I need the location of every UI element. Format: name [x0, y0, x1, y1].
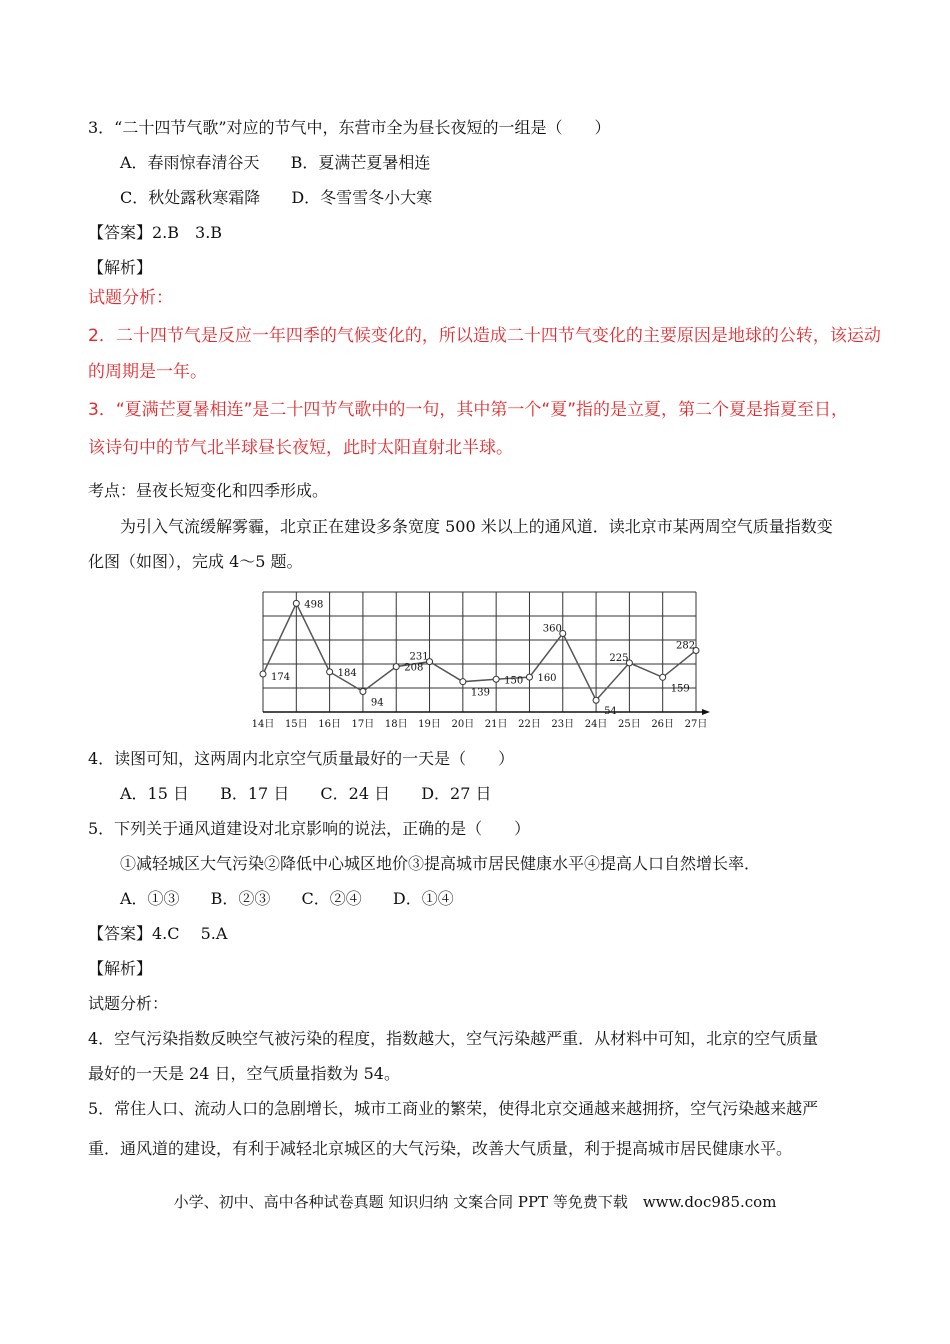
- x-tick-label: 17日: [351, 719, 375, 730]
- data-label: 231: [409, 651, 429, 663]
- analysis-2-line1: 2．二十四节气是反应一年四季的气候变化的，所以造成二十四节气变化的主要原因是地球的公转，该运动: [88, 326, 881, 346]
- intro-line2: 化图（如图），完成 4～5 题。: [88, 552, 303, 571]
- data-point: [293, 600, 299, 606]
- q3-option-d: D．冬雪雪冬小大寒: [291, 188, 433, 207]
- analysis-5-line2: 重．通风道的建设，有利于减轻北京城区的大气污染，改善大气质量，利于提高城市居民健康水平。: [88, 1139, 793, 1158]
- analysis-sub-2: 试题分析：: [88, 994, 169, 1013]
- analysis-5-line1: 5．常住人口、流动人口的急剧增长，城市工商业的繁荣，使得北京交通越来越拥挤，空气污染越来越严: [88, 1099, 819, 1118]
- q5-option-b: B．②③: [210, 889, 271, 908]
- q5-option-d: D．①④: [392, 889, 454, 908]
- data-point: [526, 674, 532, 680]
- data-point: [660, 674, 666, 680]
- q4-stem: 4．读图可知，这两周内北京空气质量最好的一天是（ ）: [88, 749, 515, 768]
- q3-option-a: A．春雨惊春清谷天: [120, 153, 260, 172]
- q5-statements: ①减轻城区大气污染②降低中心城区地价③提高城市居民健康水平④提高人口自然增长率．: [120, 854, 761, 873]
- analysis-3-line1: 3．“夏满芒夏暑相连”是二十四节气歌中的一句，其中第一个“夏”指的是立夏，第二个夏是指夏至日，: [88, 400, 849, 420]
- data-label: 94: [370, 697, 384, 709]
- data-label: 160: [537, 673, 557, 685]
- analysis-3-line2: 该诗句中的节气北半球昼长夜短，此时太阳直射北半球。: [88, 438, 513, 458]
- q3-options-row2: [120, 187, 432, 209]
- data-point: [327, 669, 333, 675]
- x-tick-label: 20日: [451, 719, 475, 730]
- data-label: 498: [304, 599, 324, 611]
- analysis-4-line1: 4．空气污染指数反映空气被污染的程度，指数越大，空气污染越严重．从材料中可知，北京的空气质量: [88, 1029, 819, 1048]
- data-label: 139: [470, 687, 490, 699]
- x-tick-label: 24日: [584, 719, 608, 730]
- x-tick-label: 23日: [551, 719, 575, 730]
- data-label: 159: [670, 683, 690, 695]
- analysis-2-line2: 的周期是一年。: [88, 362, 207, 382]
- analysis-title-1: 【解析】: [88, 258, 153, 277]
- answer-4-5: 【答案】4.C 5.A: [88, 924, 228, 943]
- data-point: [460, 679, 466, 685]
- q5-stem: 5．下列关于通风道建设对北京影响的说法，正确的是（ ）: [88, 819, 531, 838]
- x-tick-label: 22日: [518, 719, 541, 730]
- q4-option-a: A．15 日: [120, 784, 190, 803]
- x-tick-label: 15日: [284, 719, 308, 730]
- analysis-title-2: 【解析】: [88, 959, 153, 978]
- x-tick-label: 26日: [651, 719, 675, 730]
- analysis-sub-1: 试题分析：: [88, 288, 173, 308]
- analysis-4-line2: 最好的一天是 24 日，空气质量指数为 54。: [88, 1064, 400, 1083]
- data-label: 360: [542, 623, 562, 635]
- data-label: 150: [504, 675, 524, 687]
- x-axis-arrow: [702, 709, 710, 715]
- q5-option-a: A．①③: [120, 889, 180, 908]
- x-tick-label: 21日: [484, 719, 508, 730]
- q4-option-c: C．24 日: [320, 784, 391, 803]
- data-point: [493, 676, 499, 682]
- x-tick-label: 14日: [251, 719, 275, 730]
- data-label: 174: [271, 672, 291, 684]
- footer-text: 小学、初中、高中各种试卷真题 知识归纳 文案合同 PPT 等免费下载 www.doc985.com: [173, 1193, 777, 1211]
- q4-option-d: D．27 日: [421, 784, 492, 803]
- air-quality-chart: [251, 584, 713, 732]
- x-tick-label: 19日: [418, 719, 441, 730]
- q4-options: [120, 783, 492, 805]
- data-label: 184: [337, 667, 357, 679]
- x-tick-label: 25日: [618, 719, 641, 730]
- data-point: [260, 671, 266, 677]
- intro-line1: 为引入气流缓解雾霾，北京正在建设多条宽度 500 米以上的通风道．读北京市某两周空气质量指数变: [120, 517, 833, 536]
- q3-options-row1: [120, 152, 430, 174]
- kaodian: 考点：昼夜长短变化和四季形成。: [88, 481, 329, 500]
- q5-option-c: C．②④: [301, 889, 362, 908]
- data-label: 208: [404, 662, 424, 674]
- data-point: [360, 688, 366, 694]
- q3-option-b: B．夏满芒夏暑相连: [290, 153, 431, 172]
- q3-option-c: C．秋处露秋寒霜降: [120, 188, 261, 207]
- answer-2-3: 【答案】2.B 3.B: [88, 223, 223, 242]
- x-tick-label: 16日: [318, 719, 341, 730]
- q3-stem: 3．“二十四节气歌”对应的节气中，东营市全为昼长夜短的一组是（ ）: [88, 118, 611, 137]
- data-point: [593, 697, 599, 703]
- x-tick-label: 18日: [384, 719, 408, 730]
- data-label: 54: [604, 706, 617, 718]
- data-label: 282: [676, 640, 696, 652]
- data-point: [393, 664, 399, 670]
- x-tick-label: 27日: [684, 719, 708, 730]
- q5-options: [120, 888, 454, 910]
- q4-option-b: B．17 日: [220, 784, 290, 803]
- data-label: 225: [609, 652, 629, 664]
